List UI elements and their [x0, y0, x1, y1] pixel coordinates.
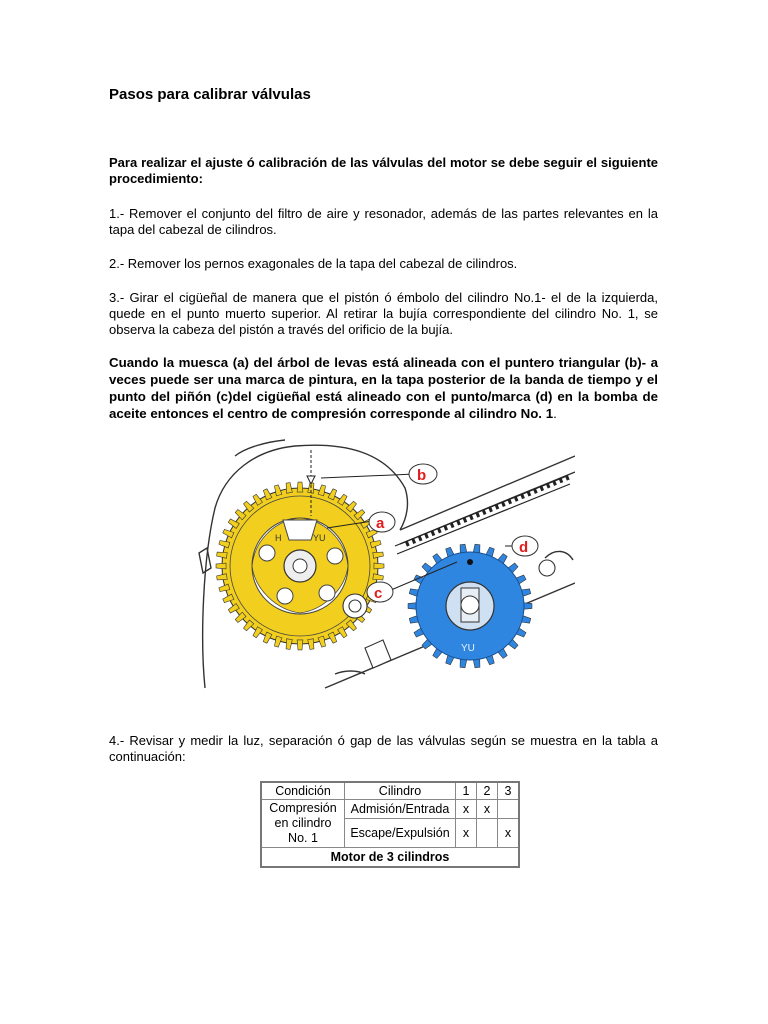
step-2-paragraph: 2.- Remover los pernos exagonales de la tapa del cabezal de cilindros. — [109, 256, 518, 271]
table-header-row — [261, 782, 519, 800]
label-d — [512, 536, 538, 556]
timing-gears-figure — [195, 438, 575, 690]
row-cyl-2 — [477, 819, 498, 848]
row-name: Admisión/Entrada — [345, 800, 456, 819]
belt-teeth — [405, 475, 570, 547]
header-cyl-3: 3 — [498, 782, 520, 800]
row-cyl-1: x — [456, 819, 477, 848]
step-3-paragraph: 3.- Girar el cigüeñal de manera que el pistón ó émbolo del cilindro No.1- el de la izquierda, quede en el punto muerto superior. Al retirar la bujía correspondiente del cilindro No. 1, se observa la cabeza del pistón a través del orificio de la bujía. — [109, 290, 658, 337]
row-cyl-3: x — [498, 819, 520, 848]
svg-text:d: d — [519, 539, 529, 556]
svg-text:a: a — [376, 515, 385, 532]
valve-clearance-table — [260, 781, 520, 868]
row-name: Escape/Expulsión — [345, 819, 456, 848]
row-cyl-2: x — [477, 800, 498, 819]
condition-cell: Compresión en cilindro No. 1 — [261, 800, 345, 848]
table-caption-row — [261, 848, 519, 868]
crankshaft-gear — [408, 544, 532, 668]
header-cyl-2: 2 — [477, 782, 498, 800]
label-c — [367, 582, 393, 602]
svg-text:b: b — [417, 467, 427, 484]
svg-text:c: c — [374, 585, 383, 602]
alignment-note-text: Cuando la muesca (a) del árbol de levas está alineada con el puntero triangular (b)- a veces puede ser una marca de pintura, en la tapa posterior de la banda de tiempo y el punto del piñón (c)del cigüeñal está alineado con el punto/marca (d) en la bomba de aceite entonces el centro de compresión corresponde al cilindro No. 1 — [109, 355, 658, 421]
header-condition: Condición — [261, 782, 345, 800]
intro-paragraph: Para realizar el ajuste ó calibración de las válvulas del motor se debe seguir el siguiente procedimiento: — [109, 155, 658, 186]
header-cylinder: Cilindro — [345, 782, 456, 800]
label-a — [369, 512, 395, 532]
header-cyl-1: 1 — [456, 782, 477, 800]
step-1-paragraph: 1.- Remover el conjunto del filtro de aire y resonador, además de las partes relevantes en la tapa del cabezal de cilindros. — [109, 206, 658, 237]
page-title: Pasos para calibrar válvulas — [109, 86, 311, 103]
crank-mark: YU — [461, 643, 475, 654]
cam-mark-right: YU — [313, 533, 326, 543]
label-b — [409, 464, 437, 484]
cam-mark-left: H — [275, 533, 282, 543]
step-4-paragraph: 4.- Revisar y medir la luz, separación ó gap de las válvulas según se muestra en la tabla a continuación: — [109, 733, 658, 764]
row-cyl-3 — [498, 800, 520, 819]
alignment-note-end: . — [553, 406, 557, 421]
row-cyl-1: x — [456, 800, 477, 819]
timing-belt — [395, 476, 570, 554]
camshaft-gear — [216, 482, 384, 650]
table-caption: Motor de 3 cilindros — [261, 848, 519, 868]
table-row — [261, 800, 519, 819]
alignment-note-paragraph — [109, 354, 658, 422]
